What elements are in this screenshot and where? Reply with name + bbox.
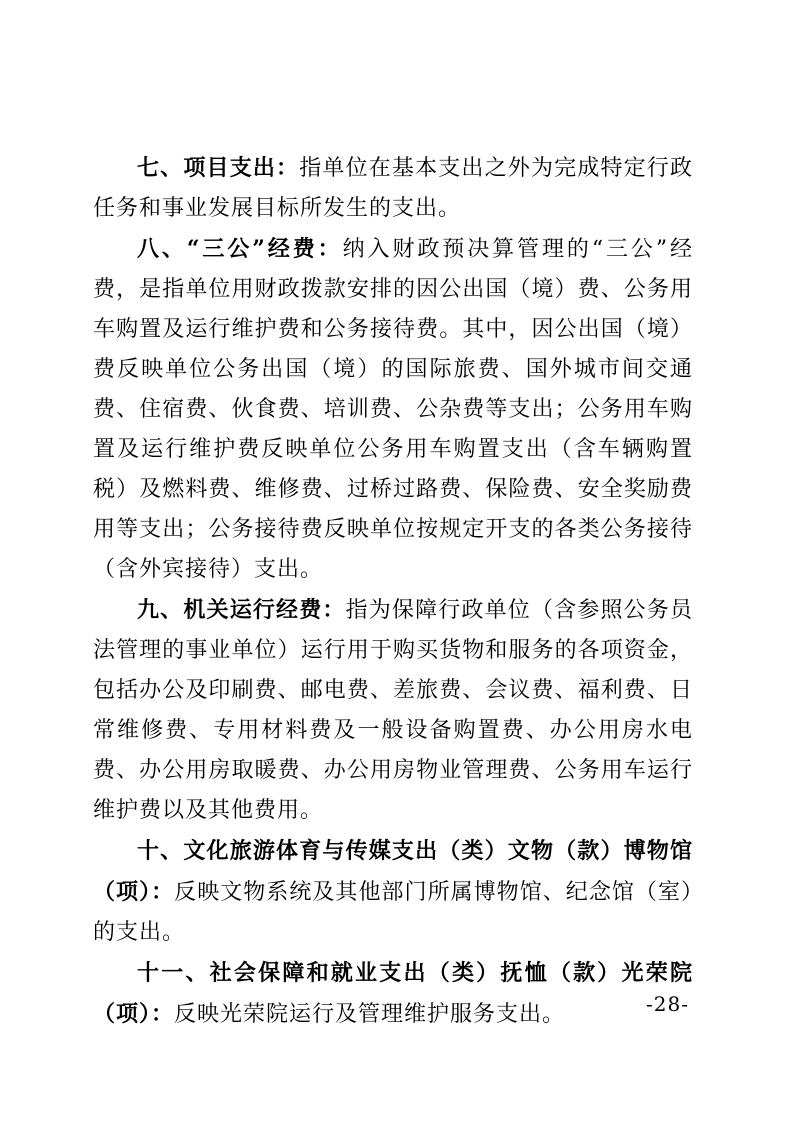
paragraph-heading-text: 七、项目支出： <box>137 155 300 181</box>
paragraph-body-text: 指单位在基本支出之外为完成特定行政任务和事业发展目标所发生的支出。 <box>93 156 693 221</box>
paragraph-heading-text: 十、文化旅游体育与传媒支出（类）文物（款）博物馆（项）： <box>93 838 693 905</box>
paragraph-body-text: 纳入财政预决算管理的“三公”经费，是指单位用财政拨款安排的因公出国（境）费、公务用车购置及运行维护费和公务接待费。其中，因公出国（境）费反映单位公务出国（境）的国际旅费、国外城市间交通费、住宿费、伙食费、培训费、公杂费等支出；公务用车购置及运行维护费反映单位公务用车购置支出（含车辆购置税）及燃料费、维修费、过桥过路费、保险费、安全奖励费用等支出；公务接待费反映单位按规定开支的各类公务接待（含外宾接待）支出。 <box>93 237 694 582</box>
paragraph-body-text: 反映文物系统及其他部门所属博物馆、纪念馆（室）的支出。 <box>93 880 693 945</box>
paragraph <box>93 953 693 1035</box>
page-number: -28- <box>646 992 689 1016</box>
paragraph-heading-text: 九、机关运行经费： <box>137 597 346 623</box>
paragraph <box>93 148 693 229</box>
paragraph <box>93 229 693 590</box>
document-body <box>93 148 693 1035</box>
paragraph-heading-text: 八、“三公”经费： <box>137 236 343 262</box>
paragraph-body-text: 指为保障行政单位（含参照公务员法管理的事业单位）运行用于购买货物和服务的各项资金，包括办公及印刷费、邮电费、差旅费、会议费、福利费、日常维修费、专用材料费及一般设备购置费、办公用房水电费、办公用房取暖费、办公用房物业管理费、公务用车运行维护费以及其他费用。 <box>93 598 693 823</box>
paragraph-body-text: 反映光荣院运行及管理维护服务支出。 <box>174 1002 566 1027</box>
paragraph <box>93 590 693 831</box>
paragraph <box>93 831 693 953</box>
paragraph-heading-text: 十一、社会保障和就业支出（类）抚恤（款）光荣院（项）： <box>93 960 693 1027</box>
